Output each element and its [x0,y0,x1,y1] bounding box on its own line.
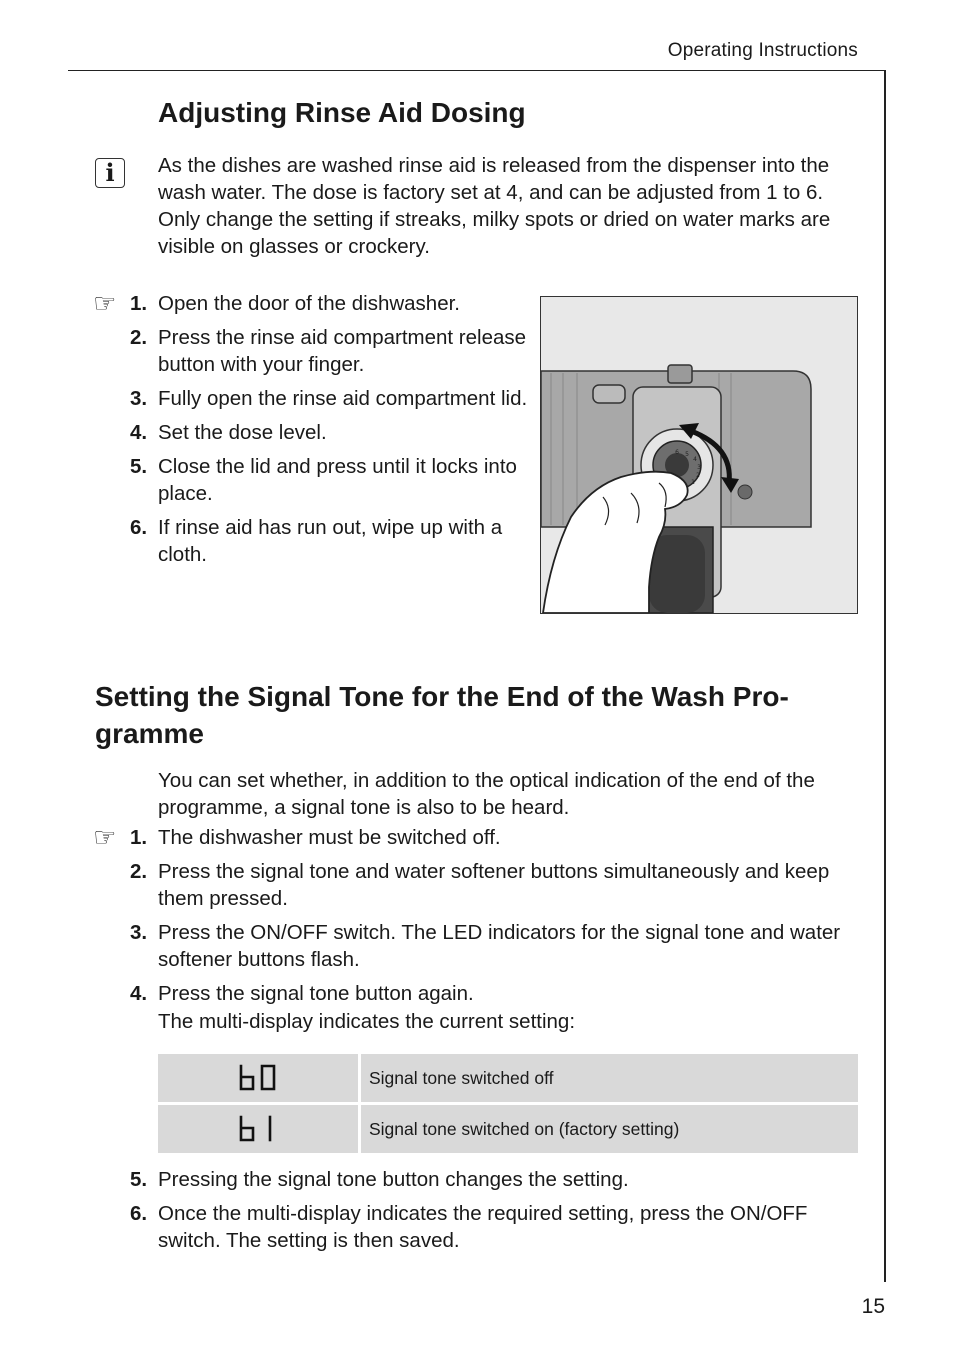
table-row [158,1105,858,1153]
table-row [158,1054,858,1102]
display-code-cell [158,1105,361,1153]
info-icon: i [95,158,125,188]
rinse-aid-illustration [540,296,858,614]
signal-tone-title: Setting the Signal Tone for the End of the Wash Pro-gramme [95,681,789,749]
setting-description: Signal tone switched on (factory setting) [361,1105,858,1153]
list-item: 2. Press the rinse aid compartment release button with your finger. [130,326,527,376]
signal-tone-settings-table [158,1051,858,1156]
rinse-aid-title: Adjusting Rinse Aid Dosing [158,97,526,128]
display-note: The multi-display indicates the current setting: [158,1010,576,1033]
svg-text:6: 6 [675,449,679,456]
list-item: 6. Once the multi-display indicates the required setting, press the ON/OFF switch. The setting is then saved. [130,1202,808,1252]
list-item: 1. The dishwasher must be switched off. [130,826,501,849]
page-number: 15 [861,1295,885,1318]
list-item: 5. Pressing the signal tone button changes the setting. [130,1168,629,1191]
list-item: 4. Press the signal tone button again. [130,982,474,1005]
seven-segment-b0 [238,1064,278,1092]
list-item: 4. Set the dose level. [130,421,327,444]
pointing-hand-icon: ☞ [93,822,117,852]
dispenser-drawing [541,297,857,613]
list-item: 1. Open the door of the dishwasher. [130,292,461,315]
pointing-hand-icon: ☞ [93,288,117,318]
seven-segment-b1 [238,1115,278,1143]
display-code-cell [158,1054,361,1102]
running-header: Operating Instructions [667,40,858,61]
svg-text:5: 5 [685,451,689,458]
list-item: 3. Fully open the rinse aid compartment lid. [130,387,528,410]
svg-text:3: 3 [697,464,701,471]
header-rule [68,70,886,71]
rinse-aid-steps [94,290,530,575]
list-item: 5. Close the lid and press until it locks into place. [130,455,517,505]
signal-tone-steps [94,824,864,1014]
list-item: 2. Press the signal tone and water softener buttons simultaneously and keep them pressed. [130,860,830,910]
list-item: 6. If rinse aid has run out, wipe up with a cloth. [130,516,503,566]
right-margin-rule [884,70,886,1282]
list-item: 3. Press the ON/OFF switch. The LED indicators for the signal tone and water softener buttons flash. [130,921,841,971]
svg-text:2: 2 [696,472,700,479]
setting-description: Signal tone switched off [361,1054,858,1102]
svg-text:4: 4 [693,456,697,463]
signal-tone-intro: You can set whether, in addition to the optical indication of the end of the programme, a signal tone is also to be heard. [158,769,815,819]
signal-tone-steps-continued [94,1166,864,1261]
rinse-aid-intro: As the dishes are washed rinse aid is released from the dispenser into the wash water. The dose is factory set at 4, and can be adjusted from 1 to 6. Only change the setting if streaks, milky spots or dried on water marks are visible on glasses or crockery. [158,154,831,258]
svg-text:1: 1 [691,479,695,486]
